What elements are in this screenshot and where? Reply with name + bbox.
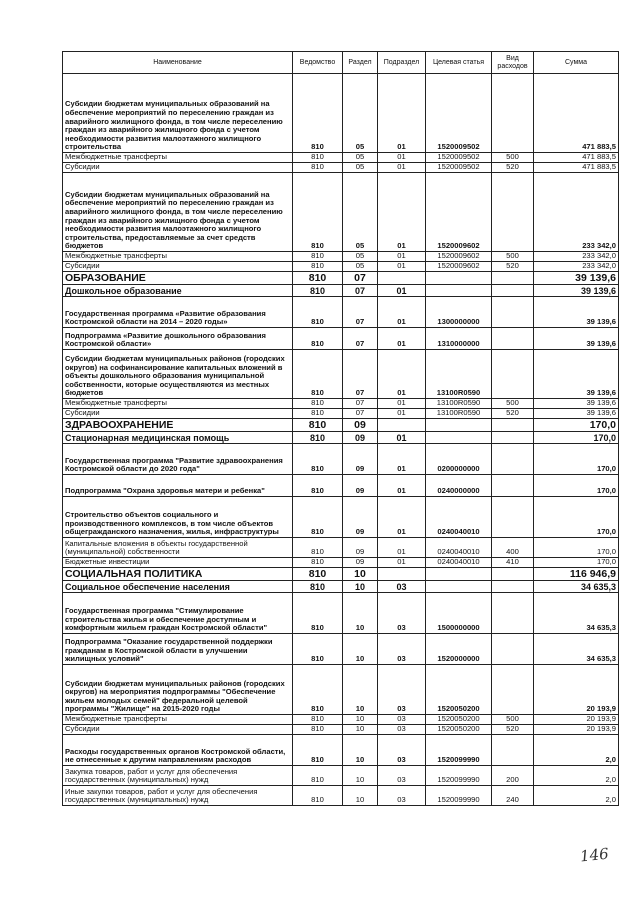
cell-department: 810: [293, 153, 343, 163]
cell-amount: 20 193,9: [534, 725, 619, 735]
cell-name: Закупка товаров, работ и услуг для обеспечения государственных (муниципальных) нужд: [63, 766, 293, 786]
cell-target-article: 0240040010: [426, 497, 492, 538]
cell-department: 810: [293, 444, 343, 475]
cell-expense-type: 410: [492, 558, 534, 568]
table-row: [63, 538, 619, 558]
cell-target-article: 1520050200: [426, 715, 492, 725]
cell-amount: 34 635,3: [534, 581, 619, 593]
cell-section: 07: [343, 350, 378, 399]
table-row: [63, 328, 619, 350]
cell-department: 810: [293, 409, 343, 419]
cell-name: Субсидии бюджетам муниципальных образований на обеспечение мероприятий по переселению граждан из аварийного жилищного фонда, в том числе переселению граждан из аварийного жилищного фонда с учетом необходимости развития малоэтажного жилищного строительства: [63, 74, 293, 153]
cell-subsection: 01: [378, 558, 426, 568]
cell-name: Субсидии бюджетам муниципальных районов (городских округов) на софинансирование капитальных вложений в объекты дошкольного образования муниципальной собственности, которые осуществляются из местных бюджетов: [63, 350, 293, 399]
cell-expense-type: 400: [492, 538, 534, 558]
cell-department: 810: [293, 766, 343, 786]
cell-amount: 20 193,9: [534, 715, 619, 725]
cell-section: 10: [343, 766, 378, 786]
cell-department: 810: [293, 497, 343, 538]
table-row: [63, 786, 619, 806]
header-expense-type: Вид расходов: [492, 52, 534, 74]
cell-section: 07: [343, 399, 378, 409]
cell-section: 07: [343, 409, 378, 419]
cell-amount: 2,0: [534, 766, 619, 786]
table-row: [63, 593, 619, 634]
table-row: [63, 581, 619, 593]
cell-name: ОБРАЗОВАНИЕ: [63, 272, 293, 285]
cell-target-article: 1520009602: [426, 252, 492, 262]
cell-amount: 20 193,9: [534, 665, 619, 715]
cell-expense-type: 500: [492, 715, 534, 725]
cell-name: Государственная программа «Развитие образования Костромской области на 2014 – 2020 годы»: [63, 297, 293, 328]
cell-name: Субсидии бюджетам муниципальных районов (городских округов) на мероприятия подпрограммы "Обеспечение жильем молодых семей" федеральной целевой программы "Жилище" на 2015-2020 годы: [63, 665, 293, 715]
cell-subsection: 01: [378, 328, 426, 350]
cell-subsection: 03: [378, 786, 426, 806]
cell-section: 09: [343, 444, 378, 475]
table-row: [63, 173, 619, 252]
cell-amount: 39 139,6: [534, 399, 619, 409]
cell-target-article: [426, 272, 492, 285]
table-row: [63, 163, 619, 173]
cell-amount: 170,0: [534, 538, 619, 558]
cell-department: 810: [293, 252, 343, 262]
cell-expense-type: [492, 593, 534, 634]
cell-department: 810: [293, 272, 343, 285]
header-subsection: Подраздел: [378, 52, 426, 74]
cell-expense-type: [492, 297, 534, 328]
cell-amount: 39 139,6: [534, 409, 619, 419]
cell-section: 10: [343, 786, 378, 806]
cell-subsection: 03: [378, 665, 426, 715]
cell-subsection: 03: [378, 725, 426, 735]
cell-department: 810: [293, 725, 343, 735]
table-row: [63, 715, 619, 725]
cell-expense-type: 500: [492, 153, 534, 163]
cell-subsection: 03: [378, 766, 426, 786]
cell-target-article: 13100R0590: [426, 350, 492, 399]
cell-target-article: [426, 285, 492, 297]
cell-target-article: [426, 419, 492, 432]
cell-amount: 2,0: [534, 786, 619, 806]
cell-target-article: 1520050200: [426, 725, 492, 735]
cell-department: 810: [293, 715, 343, 725]
table-row: [63, 497, 619, 538]
cell-expense-type: 500: [492, 399, 534, 409]
cell-target-article: 0240000000: [426, 475, 492, 497]
cell-name: Капитальные вложения в объекты государственной (муниципальной) собственности: [63, 538, 293, 558]
cell-amount: 233 342,0: [534, 252, 619, 262]
cell-department: 810: [293, 399, 343, 409]
cell-subsection: 01: [378, 153, 426, 163]
cell-amount: 39 139,6: [534, 328, 619, 350]
cell-target-article: 0200000000: [426, 444, 492, 475]
cell-amount: 170,0: [534, 497, 619, 538]
cell-section: 09: [343, 475, 378, 497]
cell-subsection: 01: [378, 497, 426, 538]
cell-department: 810: [293, 538, 343, 558]
cell-target-article: 13100R0590: [426, 399, 492, 409]
cell-name: Дошкольное образование: [63, 285, 293, 297]
cell-subsection: [378, 272, 426, 285]
cell-target-article: 0240040010: [426, 558, 492, 568]
cell-expense-type: [492, 272, 534, 285]
cell-name: Государственная программа "Развитие здравоохранения Костромской области до 2020 года": [63, 444, 293, 475]
cell-section: 07: [343, 328, 378, 350]
cell-name: Подпрограмма "Оказание государственной поддержки гражданам в Костромской области в улучшении жилищных условий": [63, 634, 293, 665]
cell-department: 810: [293, 665, 343, 715]
cell-name: Иные закупки товаров, работ и услуг для обеспечения государственных (муниципальных) нужд: [63, 786, 293, 806]
table-row: [63, 409, 619, 419]
cell-department: 810: [293, 173, 343, 252]
cell-expense-type: [492, 581, 534, 593]
table-row: [63, 350, 619, 399]
cell-subsection: 03: [378, 735, 426, 766]
cell-section: 09: [343, 558, 378, 568]
cell-expense-type: [492, 568, 534, 581]
cell-amount: 471 883,5: [534, 163, 619, 173]
cell-target-article: 1520099990: [426, 786, 492, 806]
cell-department: 810: [293, 634, 343, 665]
cell-name: СОЦИАЛЬНАЯ ПОЛИТИКА: [63, 568, 293, 581]
table-row: [63, 419, 619, 432]
cell-name: ЗДРАВООХРАНЕНИЕ: [63, 419, 293, 432]
cell-expense-type: [492, 328, 534, 350]
header-name: Наименование: [63, 52, 293, 74]
cell-expense-type: [492, 735, 534, 766]
cell-target-article: 1310000000: [426, 328, 492, 350]
table-row: [63, 558, 619, 568]
cell-amount: 170,0: [534, 419, 619, 432]
cell-name: Социальное обеспечение населения: [63, 581, 293, 593]
cell-department: 810: [293, 74, 343, 153]
table-row: [63, 153, 619, 163]
cell-expense-type: [492, 419, 534, 432]
cell-department: 810: [293, 419, 343, 432]
cell-section: 05: [343, 153, 378, 163]
cell-subsection: 01: [378, 262, 426, 272]
cell-target-article: 1520099990: [426, 766, 492, 786]
cell-department: 810: [293, 475, 343, 497]
cell-amount: 116 946,9: [534, 568, 619, 581]
cell-department: 810: [293, 163, 343, 173]
cell-section: 09: [343, 538, 378, 558]
table-row: [63, 262, 619, 272]
cell-subsection: 01: [378, 74, 426, 153]
cell-section: 07: [343, 272, 378, 285]
table-body: [63, 74, 619, 806]
cell-target-article: 1500000000: [426, 593, 492, 634]
cell-expense-type: [492, 285, 534, 297]
cell-department: 810: [293, 593, 343, 634]
cell-target-article: 1520009502: [426, 163, 492, 173]
cell-department: 810: [293, 297, 343, 328]
cell-section: 10: [343, 593, 378, 634]
cell-amount: 233 342,0: [534, 173, 619, 252]
cell-target-article: [426, 581, 492, 593]
cell-expense-type: [492, 497, 534, 538]
table-header-row: [63, 52, 619, 74]
cell-amount: 170,0: [534, 444, 619, 475]
cell-amount: 34 635,3: [534, 634, 619, 665]
cell-expense-type: 520: [492, 409, 534, 419]
cell-subsection: 01: [378, 252, 426, 262]
header-section: Раздел: [343, 52, 378, 74]
table-row: [63, 766, 619, 786]
table-row: [63, 252, 619, 262]
cell-department: 810: [293, 262, 343, 272]
cell-section: 10: [343, 735, 378, 766]
cell-department: 810: [293, 581, 343, 593]
cell-section: 07: [343, 285, 378, 297]
table-row: [63, 432, 619, 444]
cell-section: 05: [343, 262, 378, 272]
cell-department: 810: [293, 568, 343, 581]
table-row: [63, 285, 619, 297]
cell-name: Субсидии: [63, 262, 293, 272]
cell-subsection: [378, 419, 426, 432]
budget-table: [62, 51, 619, 806]
cell-target-article: [426, 432, 492, 444]
cell-expense-type: [492, 634, 534, 665]
cell-expense-type: 520: [492, 262, 534, 272]
cell-expense-type: 520: [492, 725, 534, 735]
cell-amount: 39 139,6: [534, 297, 619, 328]
cell-amount: 170,0: [534, 475, 619, 497]
cell-section: 05: [343, 173, 378, 252]
cell-section: 09: [343, 419, 378, 432]
cell-amount: 170,0: [534, 558, 619, 568]
cell-amount: 2,0: [534, 735, 619, 766]
cell-amount: 39 139,6: [534, 285, 619, 297]
cell-name: Субсидии: [63, 725, 293, 735]
cell-amount: 471 883,5: [534, 74, 619, 153]
table-row: [63, 297, 619, 328]
cell-section: 05: [343, 163, 378, 173]
cell-expense-type: 200: [492, 766, 534, 786]
cell-amount: 471 883,5: [534, 153, 619, 163]
cell-name: Государственная программа "Стимулирование строительства жилья и обеспечение доступным и комфортным жильем граждан Костромской области": [63, 593, 293, 634]
cell-name: Межбюджетные трансферты: [63, 399, 293, 409]
cell-name: Подпрограмма «Развитие дошкольного образования Костромской области»: [63, 328, 293, 350]
cell-subsection: 01: [378, 173, 426, 252]
cell-subsection: 01: [378, 297, 426, 328]
table-row: [63, 74, 619, 153]
cell-department: 810: [293, 735, 343, 766]
cell-subsection: 01: [378, 409, 426, 419]
cell-section: 07: [343, 297, 378, 328]
cell-amount: 39 139,6: [534, 350, 619, 399]
cell-name: Бюджетные инвестиции: [63, 558, 293, 568]
cell-name: Межбюджетные трансферты: [63, 153, 293, 163]
table-row: [63, 444, 619, 475]
cell-section: 09: [343, 432, 378, 444]
cell-expense-type: [492, 444, 534, 475]
table-row: [63, 665, 619, 715]
cell-target-article: 1520009502: [426, 74, 492, 153]
cell-target-article: 1300000000: [426, 297, 492, 328]
cell-subsection: 01: [378, 432, 426, 444]
page-number: 146: [579, 844, 610, 866]
cell-target-article: 1520009602: [426, 173, 492, 252]
cell-expense-type: [492, 432, 534, 444]
cell-section: 10: [343, 715, 378, 725]
cell-department: 810: [293, 285, 343, 297]
cell-target-article: 1520050200: [426, 665, 492, 715]
cell-section: 10: [343, 665, 378, 715]
cell-subsection: 01: [378, 399, 426, 409]
cell-department: 810: [293, 558, 343, 568]
cell-expense-type: [492, 475, 534, 497]
cell-subsection: 01: [378, 285, 426, 297]
cell-name: Строительство объектов социального и производственного комплексов, в том числе объектов общегражданского назначения, жилья, инфраструктуры: [63, 497, 293, 538]
header-target-article: Целевая статья: [426, 52, 492, 74]
table-row: [63, 725, 619, 735]
cell-subsection: 01: [378, 475, 426, 497]
cell-amount: 34 635,3: [534, 593, 619, 634]
cell-section: 10: [343, 725, 378, 735]
cell-name: Подпрограмма "Охрана здоровья матери и ребенка": [63, 475, 293, 497]
cell-target-article: 13100R0590: [426, 409, 492, 419]
cell-name: Субсидии бюджетам муниципальных образований на обеспечение мероприятий по переселению граждан из аварийного жилищного фонда, в том числе переселению граждан из аварийного жилищного фонда с учетом необходимости развития малоэтажного жилищного строительства, предоставляемые за счет средств бюджетов: [63, 173, 293, 252]
cell-subsection: 01: [378, 163, 426, 173]
cell-expense-type: [492, 350, 534, 399]
cell-name: Межбюджетные трансферты: [63, 252, 293, 262]
table-row: [63, 399, 619, 409]
cell-subsection: 03: [378, 715, 426, 725]
table-row: [63, 634, 619, 665]
cell-name: Субсидии: [63, 163, 293, 173]
cell-section: 10: [343, 568, 378, 581]
cell-expense-type: 520: [492, 163, 534, 173]
cell-subsection: 03: [378, 593, 426, 634]
cell-subsection: [378, 568, 426, 581]
cell-amount: 39 139,6: [534, 272, 619, 285]
cell-section: 10: [343, 581, 378, 593]
table-row: [63, 735, 619, 766]
cell-section: 09: [343, 497, 378, 538]
cell-expense-type: [492, 74, 534, 153]
cell-section: 05: [343, 252, 378, 262]
cell-subsection: 01: [378, 538, 426, 558]
cell-name: Субсидии: [63, 409, 293, 419]
cell-target-article: 1520000000: [426, 634, 492, 665]
table-row: [63, 272, 619, 285]
header-amount: Сумма: [534, 52, 619, 74]
cell-section: 05: [343, 74, 378, 153]
cell-amount: 170,0: [534, 432, 619, 444]
cell-subsection: 01: [378, 350, 426, 399]
cell-subsection: 03: [378, 634, 426, 665]
cell-target-article: 1520009602: [426, 262, 492, 272]
cell-section: 10: [343, 634, 378, 665]
cell-target-article: [426, 568, 492, 581]
cell-name: Межбюджетные трансферты: [63, 715, 293, 725]
cell-amount: 233 342,0: [534, 262, 619, 272]
budget-sheet: [62, 51, 618, 806]
cell-name: Стационарная медицинская помощь: [63, 432, 293, 444]
cell-name: Расходы государственных органов Костромской области, не отнесенные к другим направлениям расходов: [63, 735, 293, 766]
cell-target-article: 0240040010: [426, 538, 492, 558]
cell-target-article: 1520009502: [426, 153, 492, 163]
cell-department: 810: [293, 350, 343, 399]
table-row: [63, 475, 619, 497]
cell-department: 810: [293, 328, 343, 350]
cell-department: 810: [293, 786, 343, 806]
cell-subsection: 01: [378, 444, 426, 475]
header-department: Ведомство: [293, 52, 343, 74]
cell-expense-type: [492, 665, 534, 715]
cell-subsection: 03: [378, 581, 426, 593]
cell-expense-type: 240: [492, 786, 534, 806]
cell-target-article: 1520099990: [426, 735, 492, 766]
cell-expense-type: [492, 173, 534, 252]
cell-department: 810: [293, 432, 343, 444]
cell-expense-type: 500: [492, 252, 534, 262]
table-row: [63, 568, 619, 581]
